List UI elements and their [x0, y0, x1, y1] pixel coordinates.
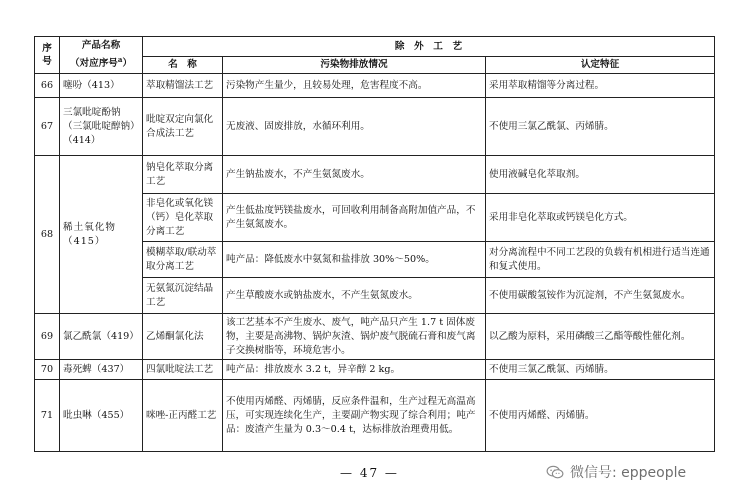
row-seq: 67 — [35, 98, 60, 156]
process-pollution: 污染物产生量少，且较易处理，危害程度不高。 — [223, 74, 486, 98]
process-feature: 不使用丙烯醛、丙烯腈。 — [486, 380, 715, 452]
process-pollution: 吨产品：降低废水中氨氮和盐排放 30%～50%。 — [223, 242, 486, 278]
process-feature: 不使用三氯乙酰氯、丙烯腈。 — [486, 360, 715, 380]
header-group: 除 外 工 艺 — [143, 37, 715, 57]
row-seq: 71 — [35, 380, 60, 452]
header-name: 名 称 — [143, 57, 223, 74]
process-pollution: 产生钠盐废水，不产生氨氮废水。 — [223, 156, 486, 194]
process-name: 模糊萃取/联动萃取分离工艺 — [143, 242, 223, 278]
process-feature: 以乙酸为原料，采用磷酸三乙酯等酸性催化剂。 — [486, 314, 715, 360]
process-name: 钠皂化萃取分离工艺 — [143, 156, 223, 194]
header-seq: 序号 — [35, 37, 60, 74]
process-feature: 对分离流程中不同工艺段的负载有机相进行适当连通和复式使用。 — [486, 242, 715, 278]
header-product-close: ） — [122, 58, 133, 70]
page-number: — 47 — — [340, 466, 399, 480]
process-name: 咪唑-正丙醛工艺 — [143, 380, 223, 452]
table-row — [35, 314, 715, 360]
header-product-label: 产品名称 — [81, 39, 121, 51]
process-feature: 不使用三氯乙酰氯、丙烯腈。 — [486, 98, 715, 156]
process-table — [34, 36, 715, 452]
process-pollution: 吨产品：排放废水 3.2 t，异辛醇 2 kg。 — [223, 360, 486, 380]
table-row — [35, 380, 715, 452]
process-name: 吡啶双定向氯化合成法工艺 — [143, 98, 223, 156]
row-product: 毒死蜱（437） — [60, 360, 143, 380]
process-name: 非皂化或氧化镁（钙）皂化萃取分离工艺 — [143, 194, 223, 242]
header-pollution: 污染物排放情况 — [223, 57, 486, 74]
header-product-sub — [63, 53, 139, 71]
header-feature: 认定特征 — [486, 57, 715, 74]
table-row — [35, 156, 715, 194]
row-seq: 70 — [35, 360, 60, 380]
process-feature: 采用萃取精馏等分离过程。 — [486, 74, 715, 98]
process-pollution: 产生低盐度钙镁盐废水，可回收利用制备高附加值产品，不产生氨氮废水。 — [223, 194, 486, 242]
row-seq: 66 — [35, 74, 60, 98]
process-pollution: 该工艺基本不产生废水、废气，吨产品只产生 1.7 t 固体废物，主要是高沸物、锅炉灰渣、锅炉废气脱硫石膏和废气离子交换树脂等，环境危害小。 — [223, 314, 486, 360]
process-name: 萃取精馏法工艺 — [143, 74, 223, 98]
header-product — [60, 37, 143, 74]
process-pollution: 产生草酸废水或钠盐废水，不产生氨氮废水。 — [223, 278, 486, 314]
table-row — [35, 360, 715, 380]
header-product-sub-text: （对应序号 — [69, 58, 118, 70]
row-product: 稀土氧化物（415） — [60, 156, 143, 314]
process-pollution: 不使用丙烯醛、丙烯腈，反应条件温和，生产过程无高温高压，可实现连续化生产，主要副产物实现了综合利用；吨产品：废渣产生量为 0.3～0.4 t，达标排放治理费用低。 — [223, 380, 486, 452]
process-feature: 不使用碳酸氢铵作为沉淀剂，不产生氨氮废水。 — [486, 278, 715, 314]
row-seq: 69 — [35, 314, 60, 360]
watermark — [546, 460, 732, 484]
process-name: 无氨氮沉淀结晶工艺 — [143, 278, 223, 314]
header-product-sup: a — [117, 54, 123, 64]
table-row — [35, 98, 715, 156]
row-product: 吡虫啉（455） — [60, 380, 143, 452]
watermark-text: 微信号: eppeople — [570, 465, 687, 481]
process-feature: 使用液碱皂化萃取剂。 — [486, 156, 715, 194]
row-product: 三氯吡啶酚钠（三氯吡啶醇钠）（414） — [60, 98, 143, 156]
process-name: 乙烯酮氯化法 — [143, 314, 223, 360]
row-product: 氯乙酰氯（419） — [60, 314, 143, 360]
table-row — [35, 74, 715, 98]
process-name: 四氯吡啶法工艺 — [143, 360, 223, 380]
row-product: 噻吩（413） — [60, 74, 143, 98]
wechat-icon — [546, 465, 564, 479]
process-pollution: 无废液、固废排放，水循环利用。 — [223, 98, 486, 156]
process-feature: 采用非皂化萃取或钙镁皂化方式。 — [486, 194, 715, 242]
row-seq: 68 — [35, 156, 60, 314]
